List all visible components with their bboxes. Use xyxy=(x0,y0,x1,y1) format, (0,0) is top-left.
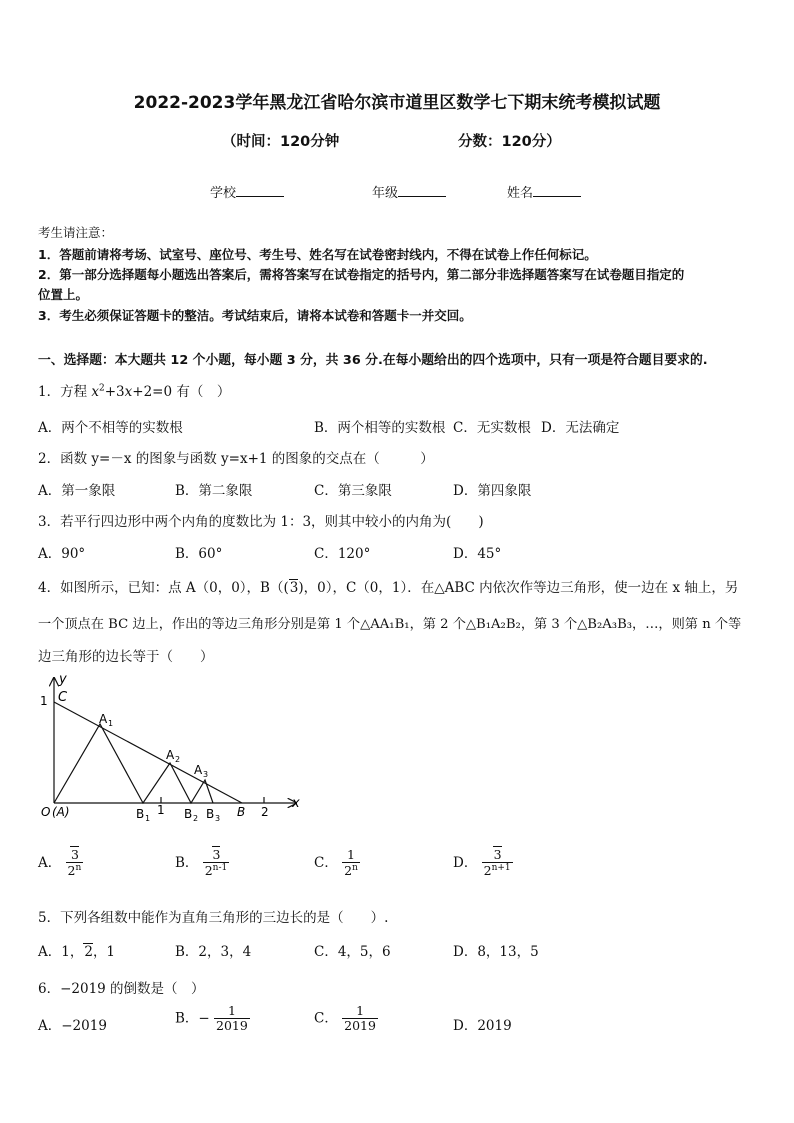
label-x-one: 1 xyxy=(157,803,165,817)
q1-stem-b: 有（ ） xyxy=(176,384,231,400)
q4-option-d[interactable]: D． $\frac{3}{2^{n+1}}$ xyxy=(453,847,511,879)
question-5: 5．下列各组数中能作为直角三角形的三边长的是（ ）. xyxy=(38,910,389,926)
notice-item: 2．第一部分选择题每小题选出答案后，需将答案写在试卷指定的括号内，第二部分非选择题答案写在试卷题目指定的 xyxy=(38,267,685,282)
question-6: 6．−2019 的倒数是（ ） xyxy=(38,981,205,997)
label-c: C xyxy=(58,690,68,705)
question-1: 1．方程 $x^2+3x+2=0$ 有（ ） xyxy=(38,383,231,400)
question-3: 3．若平行四边形中两个内角的度数比为 1：3，则其中较小的内角为( ) xyxy=(38,514,484,530)
notice-item: 位置上。 xyxy=(38,287,89,302)
label-b3: B xyxy=(206,807,215,821)
name-label: 姓名 xyxy=(507,186,534,201)
grade-field[interactable] xyxy=(372,182,446,201)
equilateral-triangles xyxy=(54,724,213,803)
q4-option-a[interactable]: A． $\frac{3}{2^n}$ xyxy=(38,847,82,879)
label-origin: O xyxy=(41,805,51,819)
q6-option-a[interactable]: A．−2019 xyxy=(38,1018,107,1034)
q2-option-c[interactable]: C．第三象限 xyxy=(314,483,392,499)
svg-text:2: 2 xyxy=(193,814,199,823)
q4-option-b[interactable]: B． $\frac{3}{2^{n-1}}$ xyxy=(175,847,228,879)
x-axis-label: x xyxy=(292,796,300,811)
svg-text:1: 1 xyxy=(145,814,151,823)
q1-option-d[interactable]: D．无法确定 xyxy=(541,420,620,436)
q3-option-a[interactable]: A．90° xyxy=(38,546,86,562)
svg-text:2: 2 xyxy=(175,755,181,764)
svg-text:3: 3 xyxy=(203,770,209,779)
section-heading: 一、选择题：本大题共 12 个小题，每小题 3 分，共 36 分.在每小题给出的四个选项中，只有一项是符合题目要求的. xyxy=(38,353,708,368)
q6-option-b[interactable]: B．− $\frac{1}{2019}$ xyxy=(175,1003,248,1034)
label-a2: A xyxy=(166,748,175,762)
triangle-figure xyxy=(30,670,310,830)
name-field[interactable] xyxy=(507,182,581,201)
notice-item: 3．考生必须保证答题卡的整洁。考试结束后，请将本试卷和答题卡一并交回。 xyxy=(38,308,472,323)
label-b: B xyxy=(237,805,246,819)
q6-option-c[interactable]: C． $\frac{1}{2019}$ xyxy=(314,1003,376,1034)
y-axis-label: y xyxy=(59,672,67,687)
q6-option-d[interactable]: D．2019 xyxy=(453,1018,512,1034)
line-bc xyxy=(54,702,242,803)
school-label: 学校 xyxy=(210,186,237,201)
label-a-paren: (A) xyxy=(52,805,70,819)
label-b2: B xyxy=(184,807,193,821)
notice-item: 1．答题前请将考场、试室号、座位号、考生号、姓名写在试卷密封线内，不得在试卷上作任何标记。 xyxy=(38,247,597,262)
svg-text:1: 1 xyxy=(108,719,114,728)
q2-option-a[interactable]: A．第一象限 xyxy=(38,483,116,499)
q3-option-d[interactable]: D．45° xyxy=(453,546,502,562)
exam-time: （时间：120分钟 xyxy=(222,134,340,150)
q5-option-d[interactable]: D．8，13，5 xyxy=(453,944,539,960)
q5-option-a[interactable]: A．1，2，1 xyxy=(38,944,116,960)
label-x-two: 2 xyxy=(261,805,269,819)
label-y-one: 1 xyxy=(40,694,48,708)
q1-option-c[interactable]: C．无实数根 xyxy=(453,420,531,436)
label-b1: B xyxy=(136,807,145,821)
school-field[interactable] xyxy=(210,182,284,201)
q3-option-b[interactable]: B．60° xyxy=(175,546,223,562)
question-2: 2．函数 y=－x 的图象与函数 y=x+1 的图象的交点在（ ） xyxy=(38,451,434,467)
q2-option-d[interactable]: D．第四象限 xyxy=(453,483,532,499)
grade-label: 年级 xyxy=(372,186,399,201)
label-a1: A xyxy=(99,712,108,726)
question-4-line-1: 4．如图所示，已知：点 A（0，0），B（(3)，0），C（0，1）．在△ABC 内依次作等边三角形，使一边在 x 轴上，另 xyxy=(38,580,739,596)
exam-score: 分数：120分） xyxy=(458,134,561,150)
q1-option-a[interactable]: A．两个不相等的实数根 xyxy=(38,420,183,436)
page-title: 2022-2023学年黑龙江省哈尔滨市道里区数学七下期末统考模拟试题 xyxy=(133,93,661,113)
notice-heading: 考生请注意： xyxy=(38,225,114,240)
label-a3: A xyxy=(194,763,203,777)
q5-option-b[interactable]: B．2，3，4 xyxy=(175,944,252,960)
question-4-line-3: 边三角形的边长等于（ ） xyxy=(38,649,214,665)
q1-stem-a: 1．方程 xyxy=(38,384,88,400)
q4-option-c[interactable]: C． $\frac{1}{2^n}$ xyxy=(314,847,358,879)
svg-text:3: 3 xyxy=(215,814,221,823)
q1-option-b[interactable]: B．两个相等的实数根 xyxy=(314,420,446,436)
question-4-line-2: 一个顶点在 BC 边上，作出的等边三角形分别是第 1 个△AA₁B₁，第 2 个△B₁A₂B₂，第 3 个△B₂A₃B₃，…，则第 n 个等 xyxy=(38,617,742,632)
q3-option-c[interactable]: C．120° xyxy=(314,546,371,562)
q5-option-c[interactable]: C．4，5，6 xyxy=(314,944,391,960)
q2-option-b[interactable]: B．第二象限 xyxy=(175,483,253,499)
